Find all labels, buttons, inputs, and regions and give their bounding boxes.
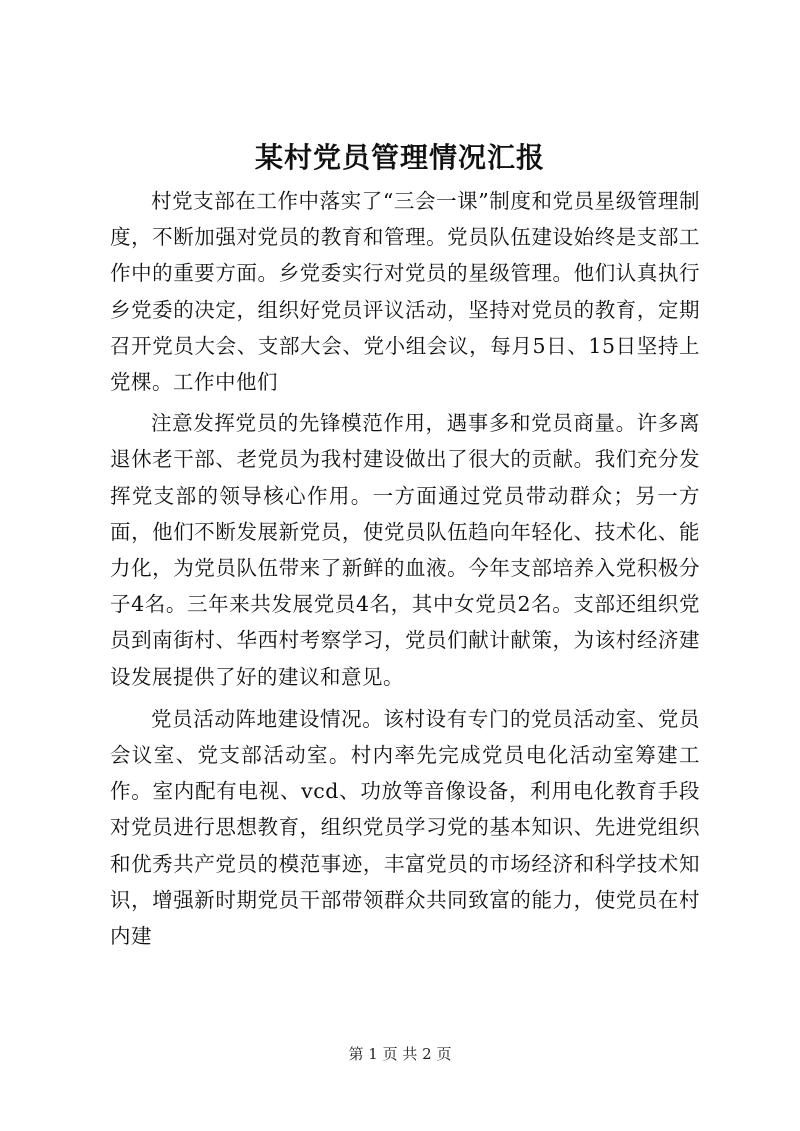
page-title: 某村党员管理情况汇报 (254, 141, 545, 174)
page-number-footer: 第 1 页 共 2 页 (348, 1045, 452, 1063)
document-body (110, 183, 700, 954)
paragraph-2: 注意发挥党员的先锋模范作用，遇事多和党员商量。许多离退休老干部、老党员为我村建设做出了很大的贡献。我们充分发挥党支部的领导核心作用。一方面通过党员带动群众；另一方面，他们不断发展新党员，使党员队伍趋向年轻化、技术化、能力化，为党员队伍带来了新鲜的血液。今年支部培养入党积极分子4名。三年来共发展党员4名，其中女党员2名。支部还组织党员到南街村、华西村考察学习，党员们献计献策，为该村经济建设发展提供了好的建议和意见。 (110, 411, 700, 689)
paragraph-3: 党员活动阵地建设情况。该村设有专门的党员活动室、党员会议室、党支部活动室。村内率先完成党员电化活动室筹建工作。室内配有电视、vcd、功放等音像设备，利用电化教育手段对党员进行思想教育，组织党员学习党的基本知识、先进党组织和优秀共产党员的模范事迹，丰富党员的市场经济和科学技术知识，增强新时期党员干部带领群众共同致富的能力，使党员在村内建 (110, 706, 700, 949)
paragraph-1: 村党支部在工作中落实了“三会一课”制度和党员星级管理制度，不断加强对党员的教育和管理。党员队伍建设始终是支部工作中的重要方面。乡党委实行对党员的星级管理。他们认真执行乡党委的决定，组织好党员评议活动，坚持对党员的教育，定期召开党员大会、支部大会、党小组会议，每月5日、15日坚持上党棵。工作中他们 (110, 189, 700, 395)
